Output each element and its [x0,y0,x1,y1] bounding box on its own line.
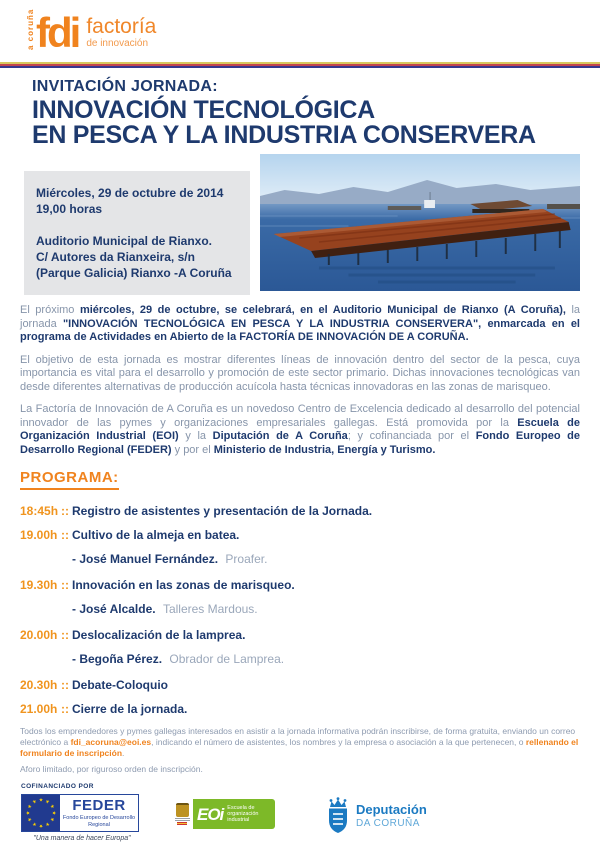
eu-flag-icon [22,795,60,831]
speaker-organization: Talleres Mardous. [162,602,258,616]
text-segment: Fondo Europeo de Desarrollo Regional (FEDER) [20,430,580,456]
program-item [20,628,580,642]
logo-region-label: a coruña [26,8,35,50]
event-city: (Parque Galicia) Rianxo -A Coruña [36,266,232,280]
eoi-subtitle: Escuela de organización industrial [227,804,259,824]
program-speaker-line [72,552,580,566]
event-time: 19,00 horas [36,202,103,216]
text-segment: . [122,748,125,758]
program-item [20,504,580,518]
program-separator: :: [61,702,69,716]
eoi-logo-box [193,799,275,829]
eu-star-icon: ★ [31,820,39,828]
feder-name: FEDER [72,796,126,814]
intro-paragraph-1 [20,304,580,345]
text-segment: Todos los emprendedores y pymes gallegas interesados en asistir a la jornada informativa podrán inscribirse, de forma gratuita, enviando un correo electrónico a [20,726,576,747]
speaker-organization: Proafer. [225,552,268,566]
feder-logo [21,794,143,842]
program-separator: :: [61,528,69,542]
deputacion-subtitle: DA CORUÑA [356,817,420,829]
text-segment: Ministerio de Industria, Energía y Turismo. [213,443,436,456]
program-separator: :: [61,678,69,692]
program-title: Debate-Coloquio [72,678,168,692]
eu-star-icon: ★ [38,822,44,829]
speaker-name: - José Manuel Fernández. [72,552,219,566]
program-title: Cierre de la jornada. [72,702,188,716]
logo-tagline: de innovación [86,38,149,49]
speaker-name: - José Alcalde. [72,602,156,616]
program-separator: :: [61,628,69,642]
program-item [20,702,580,716]
event-address: C/ Autores da Rianxeira, s/n [36,250,195,264]
text-segment: la jornada [20,304,581,330]
event-date: Miércoles, 29 de octubre de 2014 [36,186,224,200]
program-speaker-line [72,602,580,616]
eu-star-icon: ★ [26,815,34,823]
feder-subtitle: Fondo Europeo de Desarrollo Regional [62,814,136,828]
program-title: Registro de asistentes y presentación de la Jornada. [72,504,373,518]
email-link[interactable]: fdi_acoruna@eoi.es [70,737,152,747]
program-speaker-line [72,652,580,666]
fdi-logo [26,8,600,57]
spain-government-emblem-icon [171,799,193,829]
eoi-logo [171,799,275,829]
speaker-organization: Obrador de Lamprea. [169,652,285,666]
logo-acronym: fdi [36,9,79,57]
eu-star-icon: ★ [48,815,56,823]
intro-paragraph-2 [20,354,580,395]
program-list [20,504,580,716]
program-item [20,678,580,692]
program-time: 19.30h [20,578,58,592]
text-segment: ; y cofinanciada por el [347,430,476,442]
deputacion-logo [325,797,427,835]
stripe-blue [0,66,600,68]
inscription-form-link[interactable]: rellenando el formulario de inscripción [20,737,579,758]
text-segment: y por el [171,443,214,456]
logo-name: factoría [86,15,157,38]
event-section [20,154,580,295]
page-title [32,98,580,148]
text-segment: Diputación de A Coruña [212,430,348,442]
deputacion-name: Deputación [356,802,427,818]
cofinanced-by-label: COFINANCIADO POR [21,783,94,790]
content [0,78,600,842]
mussel-raft-photo [260,154,580,291]
program-time: 18:45h [20,504,59,518]
program-title: Cultivo de la almeja en batea. [72,528,240,542]
intro-paragraph-3 [20,403,580,457]
text-segment: Escuela de Organización Industrial (EOI) [20,416,580,442]
feder-text [60,795,138,831]
feder-tagline: "Una manera de hacer Europa" [33,835,131,842]
title-line-2: EN PESCA Y LA INDUSTRIA CONSERVERA [32,121,536,149]
registration-note [20,726,580,759]
eu-star-icon: ★ [26,803,34,811]
eoi-acronym: EOi [197,804,224,824]
eu-star-icon: ★ [50,810,57,816]
programa-heading: PROGRAMA: [20,469,119,490]
program-time: 20.00h [20,628,58,642]
eu-star-icon: ★ [48,803,56,811]
program-item [20,578,580,592]
header [0,0,600,56]
text-segment: miércoles, 29 de octubre, se celebrará, en el Auditorio Municipal de Rianxo (A Coruña), [79,304,566,316]
program-time: 19.00h [20,528,58,542]
eu-star-icon: ★ [43,798,51,806]
divider-stripes [0,62,600,68]
program-separator: :: [61,504,69,518]
logo-text [86,16,156,50]
text-segment: y la [178,430,213,442]
text-segment: La Factoría de Innovación de A Coruña es un novedoso Centro de Excelencia dedicado al desarrollo del potencial innovador de las pymes y organizaciones empresariales gallegas. Está promovida por la [20,403,580,429]
text-segment: , indicando el número de asistentes, los nombres y la empresa o asociación a la que pertenecen, o [151,737,526,747]
capacity-note: Aforo limitado, por riguroso orden de inscripción. [20,764,203,774]
eu-star-icon: ★ [31,798,39,806]
deputacion-text [356,803,427,828]
eu-star-icon: ★ [25,810,32,816]
program-title: Deslocalización de la lamprea. [72,628,246,642]
program-item [20,528,580,542]
title-kicker: INVITACIÓN JORNADA: [32,78,218,95]
event-details-box [24,171,250,295]
text-segment: El objetivo de esta jornada es mostrar diferentes líneas de innovación dentro del sector de la pesca, cuya importancia es vital para el desarrollo y promoción de este sector primario. Dichas innovaciones tecnológicas van desde diferentes alternativas de producción acuícola hasta técnicas innovadoras en las zonas de marisqueo. [20,353,580,393]
text-segment: El próximo [20,304,80,316]
title-line-1: INNOVACIÓN TECNOLÓGICA [32,96,375,124]
program-time: 20.30h [20,678,58,692]
text-segment: "INNOVACIÓN TECNOLÓGICA EN PESCA Y LA INDUSTRIA CONSERVERA", enmarcada en el programa de Actividades en Abierto de la FACTORÍA DE INNOVACIÓN DE A CORUÑA. [20,317,580,343]
program-time: 21.00h [20,702,58,716]
deputacion-crest-icon [325,797,351,835]
eu-star-icon: ★ [43,820,51,828]
eu-star-icon: ★ [38,797,44,804]
sponsor-logos [20,794,580,842]
program-title: Innovación en las zonas de marisqueo. [72,578,295,592]
speaker-name: - Begoña Pérez. [72,652,163,666]
event-venue: Auditorio Municipal de Rianxo. [36,234,213,248]
feder-logo-box [21,794,139,832]
program-separator: :: [61,578,69,592]
